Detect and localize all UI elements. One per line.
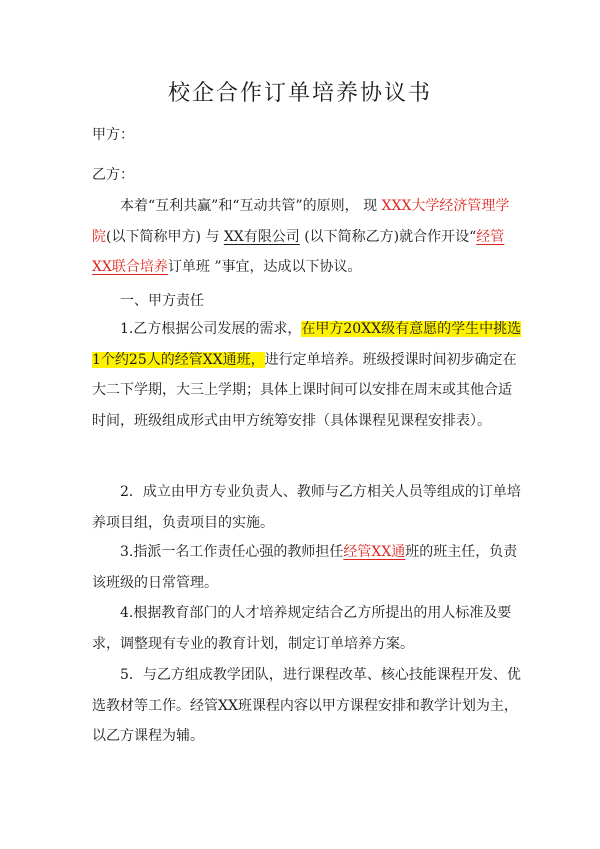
school-name: XXX大学经济管理学院 bbox=[92, 198, 510, 245]
item-5-paragraph: 5．与乙方组成教学团队，进行课程改革、核心技能课程开发、优选教材等工作。经管XX班课程内容以甲方课程安排和教学计划为主，以乙方课程为辅。 bbox=[92, 667, 521, 744]
class-name: 经管XX通 bbox=[343, 544, 406, 560]
item-1-text-2: 进行定单培养。班级授课时间初步确定在大二下学期，大三上学期；具体上课时间可以安排在周末或其他合适时间，班级组成形式由甲方统筹安排（具体课程见课程安排表）。 bbox=[92, 351, 517, 429]
program-name: 经管XX联合培养 bbox=[92, 228, 505, 275]
party-a-label: 甲方： bbox=[92, 127, 134, 143]
item-3-text-2: 班的班主任，负责该班级的日常管理。 bbox=[92, 544, 518, 591]
item-4-paragraph: 4.根据教育部门的人才培养规定结合乙方所提出的用人标准及要求，调整现有专业的教育计划，制定订单培养方案。 bbox=[92, 605, 512, 652]
document-title: 校企合作订单培养协议书 bbox=[167, 81, 432, 106]
company-name: XX有限公司 bbox=[223, 228, 300, 245]
party-b-label: 乙方： bbox=[92, 167, 134, 183]
intro-paragraph bbox=[92, 191, 522, 283]
item-3-text-1: 3.指派一名工作责任心强的教师担任 bbox=[120, 544, 344, 560]
intro-text-2: (以下简称甲方) 与 bbox=[106, 228, 224, 245]
item-1-paragraph bbox=[92, 314, 522, 436]
section-heading-party-a: 一、甲方责任 bbox=[120, 293, 204, 309]
intro-text-4: 订单班 ”事宜，达成以下协议。 bbox=[167, 259, 362, 275]
item-3-paragraph bbox=[92, 537, 522, 598]
item-2-paragraph: 2．成立由甲方专业负责人、教师与乙方相关人员等组成的订单培养项目组，负责项目的实施。 bbox=[92, 484, 521, 531]
item-1-text-1: 1.乙方根据公司发展的需求， bbox=[120, 321, 302, 337]
intro-text-3: (以下简称乙方)就合作开设“ bbox=[299, 228, 477, 245]
item-1-highlight: 在甲方20XX级有意愿的学生中挑选1个约25人的经管XX通班， bbox=[92, 321, 522, 368]
intro-text-1: 本着“互利共赢”和“互动共管”的原则， 现 bbox=[120, 198, 382, 214]
